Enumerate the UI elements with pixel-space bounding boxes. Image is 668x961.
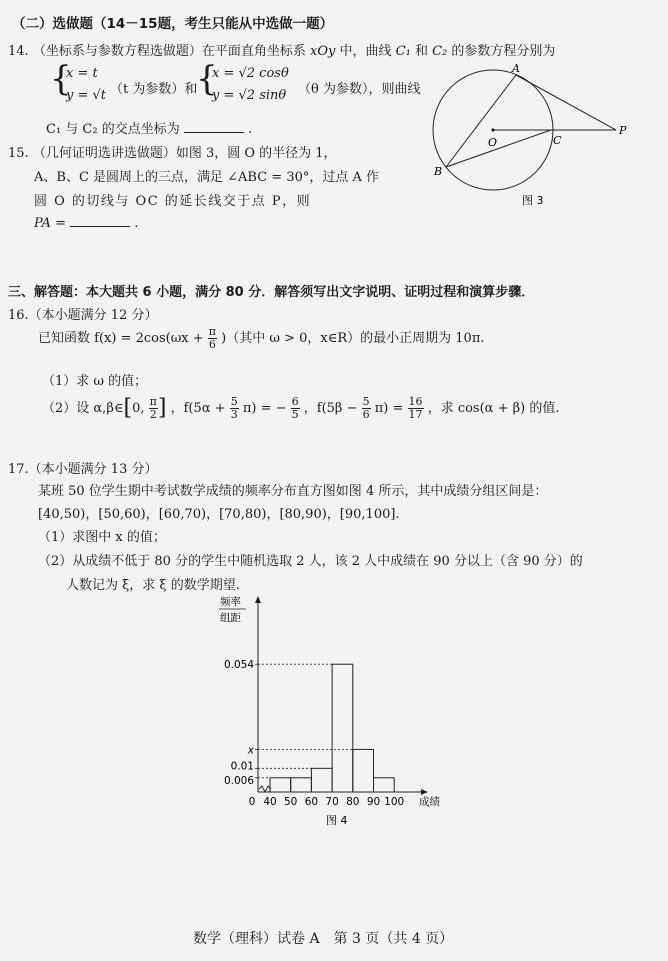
y-tick-label: x (247, 744, 254, 757)
center-point (491, 128, 494, 131)
y-label-top: 频率 (220, 596, 241, 608)
q14-c1: C₁ (395, 44, 411, 59)
q15-text-1: （几何证明选讲选做题）如图 3，圆 O 的半径为 1， (32, 146, 337, 161)
axis-break-marker (259, 786, 271, 792)
figure4-histogram (208, 592, 468, 827)
histogram-marks (224, 659, 404, 808)
histogram-bar (332, 664, 353, 792)
q14-brace-1: { (50, 59, 72, 99)
label-b: B (434, 165, 443, 178)
q14-sys2-row1: x = √2 cosθ (212, 66, 289, 81)
q15-answer-blank[interactable] (70, 214, 130, 227)
label-o: O (488, 136, 498, 149)
tangent-ap (516, 75, 616, 130)
x-tick-label: 60 (304, 796, 319, 808)
label-p: P (619, 124, 627, 137)
q16-p2-f: ，求 cos(α + β) 的值. (427, 401, 560, 416)
q17-part1: （1）求图中 x 的值； (38, 530, 166, 545)
q14-sys1-param: （t 为参数）和 (110, 82, 198, 97)
x-tick-label: 70 (325, 796, 339, 808)
q14-sys2-row2: y = √2 sinθ (212, 88, 287, 103)
histogram-bar (270, 778, 291, 792)
q17-part2-b: 人数记为 ξ，求 ξ 的数学期望. (66, 578, 240, 593)
x-axis-arrow (421, 789, 428, 795)
x-tick-label: 50 (284, 796, 298, 808)
q14-and: 和 (414, 44, 428, 59)
q16-p2-b: ，f(5α + (170, 401, 226, 416)
q16-p2-e: π) = (374, 401, 404, 416)
x-tick-label: 80 (346, 796, 360, 808)
q14-text-c: 的参数方程分别为 (451, 44, 556, 59)
q16-frac-pi6: $\frac{\pi}{6}$ (208, 325, 217, 351)
histogram-bar (374, 778, 395, 792)
label-c: C (553, 134, 562, 147)
q16-stem-a: 已知函数 f(x) = 2cos(ωx + (38, 331, 204, 346)
section-heading-electives: （二）选做题（14－15题，考生只能从中选做一题） (12, 16, 334, 32)
q17-stem1: 某班 50 位学生期中考试数学成绩的频率分布直方图如图 4 所示，其中成绩分组区间是： (38, 484, 548, 499)
q14-period: . (248, 122, 253, 137)
q16-frac-pi2: $\frac{\pi}{2}$ (149, 395, 157, 421)
histogram-bar (353, 749, 374, 792)
q14-answer-blank[interactable] (184, 120, 244, 133)
q16-part2 (42, 396, 559, 422)
x-tick-label: 40 (263, 796, 277, 808)
q16-stem (38, 326, 485, 351)
y-tick-label: 0.01 (230, 760, 254, 773)
q16-p2-a: （2）设 α,β∈ (42, 401, 124, 416)
section-heading-solutions: 三、解答题：本大题共 6 小题，满分 80 分．解答须写出文字说明、证明过程和演算步骤． (8, 285, 535, 300)
q14-sys1-row2: y = √t (66, 88, 107, 103)
figure4-caption: 图 4 (326, 814, 348, 827)
x-tick-label: 90 (366, 796, 381, 808)
q15-line3: 圆 O 的切线与 OC 的延长线交于点 P，则 (34, 194, 312, 209)
q16-header: 16.（本小题满分 12 分） (8, 308, 158, 323)
q14-c2: C₂ (432, 44, 448, 59)
q16-frac-53: $\frac{5}{3}$ (230, 395, 238, 421)
q14-number: 14. (8, 44, 29, 59)
q16-frac-65: $\frac{6}{5}$ (291, 395, 299, 421)
q16-stem-b: )（其中 ω > 0，x∈R）的最小正周期为 10π. (221, 331, 485, 346)
q14-line3 (46, 118, 252, 137)
figure3-caption: 图 3 (522, 194, 544, 207)
histogram-bar (311, 768, 332, 792)
q17-stem2: [40,50)，[50,60)，[60,70)，[70,80)，[80,90)，[90,100]. (38, 507, 400, 522)
label-a: A (512, 62, 520, 75)
q16-bracket-open: [ (123, 395, 133, 421)
q14-intersection-text: C₁ 与 C₂ 的交点坐标为 (46, 122, 180, 137)
q16-p2-d: ，f(5β − (303, 401, 358, 416)
y-axis-arrow (255, 596, 261, 603)
page-footer: 数学（理科）试卷 A 第 3 页（共 4 页） (193, 931, 454, 947)
q14-brace-2: { (196, 59, 218, 99)
figure3-diagram (420, 56, 640, 216)
q15-number: 15. (8, 146, 29, 161)
q15-line4 (34, 214, 138, 231)
q14-sys2-param: （θ 为参数），则曲线 (298, 82, 421, 97)
q14-sys1-row1: x = t (66, 66, 98, 81)
y-tick-label: 0.054 (223, 659, 254, 672)
x-axis-label: 成绩 (419, 796, 440, 808)
q16-frac-1617: $\frac{16}{17}$ (408, 395, 423, 421)
q16-part1: （1）求 ω 的值； (42, 374, 148, 389)
x-tick-label: 100 (384, 796, 405, 808)
q17-header: 17.（本小题满分 13 分） (8, 462, 158, 477)
q14-text-a: （坐标系与参数方程选做题）在平面直角坐标系 (32, 44, 306, 59)
q17-part2-a: （2）从成绩不低于 80 分的学生中随机选取 2 人，该 2 人中成绩在 90 分以上（含 90 分）的 (38, 554, 583, 569)
y-label-bottom: 组距 (220, 612, 241, 624)
q14-text-b: 中，曲线 (339, 44, 392, 59)
q15-line2: A、B、C 是圆周上的三点，满足 ∠ABC = 30°，过点 A 作 (34, 170, 380, 185)
y-tick-label: 0.006 (223, 774, 254, 787)
q15-line1 (8, 142, 337, 161)
q16-bracket-close: ] (157, 395, 167, 421)
q16-interval-a: 0, (132, 401, 145, 416)
histogram-bar (291, 778, 312, 792)
x-tick-label: 0 (248, 796, 256, 808)
q15-pa: PA = (34, 216, 66, 231)
q14-xoy: xOy (309, 44, 336, 59)
segment-ba (446, 75, 516, 167)
segment-bc (446, 130, 551, 167)
q16-frac-56: $\frac{5}{6}$ (362, 395, 370, 421)
q16-p2-c: π) = − (242, 401, 287, 416)
q15-period: . (134, 216, 139, 231)
